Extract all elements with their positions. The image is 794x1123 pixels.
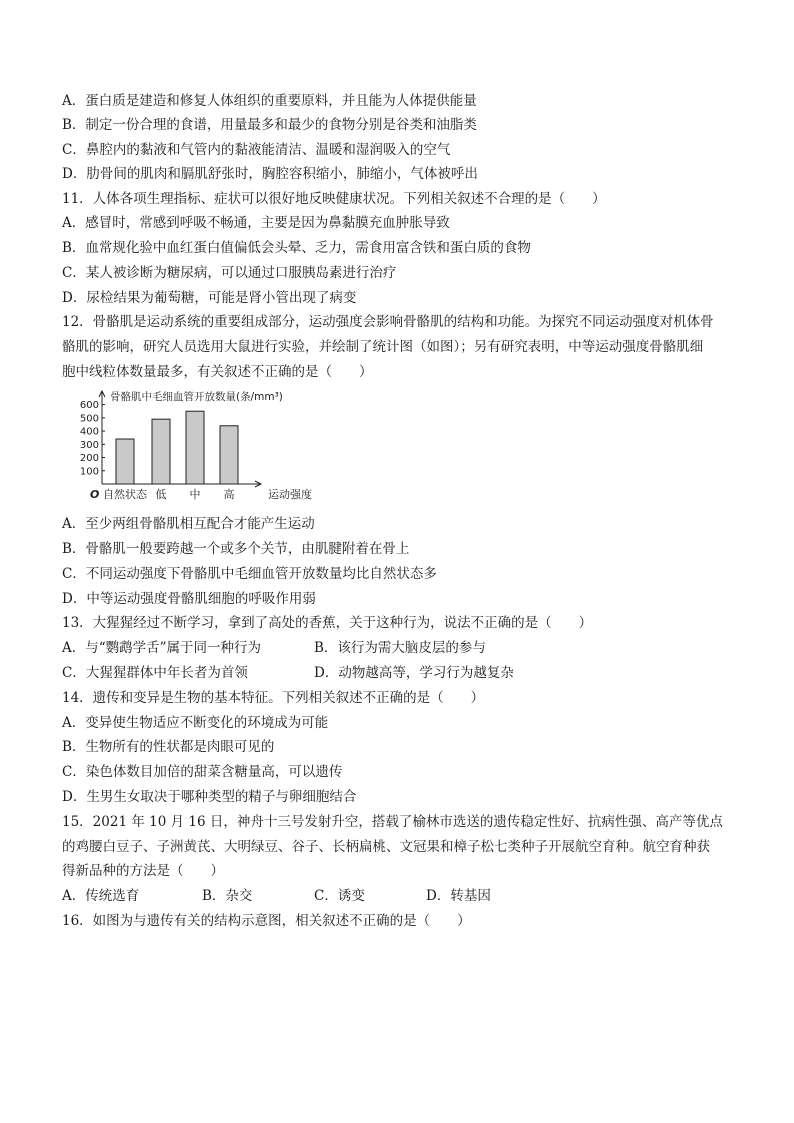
q12-option-a: A．至少两组骨骼肌相互配合才能产生运动: [62, 516, 315, 532]
y-tick-label: 500: [79, 413, 99, 425]
bar-3: [220, 426, 238, 484]
q14-option-a: A．变异使生物适应不断变化的环境成为可能: [62, 715, 329, 731]
q11-option-a: A．感冒时，常感到呼吸不畅通，主要是因为鼻黏膜充血肿胀导致: [62, 215, 450, 231]
origin-label: O: [90, 488, 100, 501]
q15-stem-line-3: 得新品种的方法是（ ）: [62, 863, 224, 879]
q15-option-c: C．诱变: [314, 888, 365, 904]
y-tick-label: 300: [79, 439, 99, 451]
q15-option-a: A．传统选育: [62, 888, 140, 904]
q13-option-b: B．该行为需大脑皮层的参与: [314, 640, 486, 656]
q13-option-d: D．动物越高等，学习行为越复杂: [314, 665, 514, 681]
q10-option-b: B．制定一份合理的食谱，用量最多和最少的食物分别是谷类和油脂类: [62, 117, 477, 133]
q12-stem-line-1: 12．骨骼肌是运动系统的重要组成部分，运动强度会影响骨骼肌的结构和功能。为探究不同运动强度对机体骨: [62, 314, 714, 330]
q14-option-d: D．生男生女取决于哪种类型的精子与卵细胞结合: [62, 789, 357, 805]
q10-option-d: D．肋骨间的肌肉和膈肌舒张时，胸腔容积缩小，肺缩小，气体被呼出: [62, 166, 478, 182]
q12-stem-line-3: 胞中线粒体数量最多，有关叙述不正确的是（ ）: [62, 364, 373, 380]
q12-option-d: D．中等运动强度骨骼肌细胞的呼吸作用弱: [62, 591, 316, 607]
bar-0: [116, 439, 134, 484]
q11-option-d: D．尿检结果为葡萄糖，可能是肾小管出现了病变: [62, 290, 357, 306]
q13-stem: 13．大猩猩经过不断学习，拿到了高处的香蕉，关于这种行为，说法不正确的是（ ）: [62, 615, 593, 631]
q14-stem: 14．遗传和变异是生物的基本特征。下列相关叙述不正确的是（ ）: [62, 690, 485, 706]
q16-stem: 16．如图为与遗传有关的结构示意图，相关叙述不正确的是（ ）: [62, 913, 471, 929]
bar-2: [186, 411, 204, 484]
q10-option-a: A．蛋白质是建造和修复人体组织的重要原料，并且能为人体提供能量: [62, 93, 477, 109]
q15-stem-line-2: 的鸡腰白豆子、子洲黄芪、大明绿豆、谷子、长柄扁桃、文冠果和樟子松七类种子开展航空育种。航空育种获: [62, 839, 710, 855]
x-tick-label: 自然状态: [103, 488, 147, 501]
y-tick-label: 600: [79, 400, 99, 412]
q15-stem-line-1: 15．2021 年 10 月 16 日，神舟十三号发射升空，搭载了榆林市选送的遗传稳定性好、抗病性强、高产等优点: [62, 814, 723, 830]
x-axis-label: 运动强度: [268, 488, 312, 501]
bar-1: [152, 419, 170, 484]
q12-option-c: C．不同运动强度下骨骼肌中毛细血管开放数量均比自然状态多: [62, 566, 437, 582]
q14-option-b: B．生物所有的性状都是肉眼可见的: [62, 739, 275, 755]
x-tick-label: 高: [223, 488, 235, 501]
chart-bars: [116, 411, 238, 484]
q12-option-b: B．骨骼肌一般要跨越一个或多个关节，由肌腱附着在骨上: [62, 541, 410, 557]
capillary-bar-chart: [70, 388, 320, 508]
q10-option-c: C．鼻腔内的黏液和气管内的黏液能清洁、温暖和湿润吸入的空气: [62, 142, 451, 158]
y-tick-label: 200: [79, 453, 99, 465]
q15-option-b: B．杂交: [202, 888, 253, 904]
q11-stem: 11．人体各项生理指标、症状可以很好地反映健康状况。下列相关叙述不合理的是（ ）: [62, 191, 606, 207]
q14-option-c: C．染色体数目加倍的甜菜含糖量高，可以遗传: [62, 764, 343, 780]
y-tick-label: 400: [79, 426, 99, 438]
q11-option-b: B．血常规化验中血红蛋白值偏低会头晕、乏力，需食用富含铁和蛋白质的食物: [62, 240, 531, 256]
x-tick-label: 低: [155, 488, 167, 501]
x-tick-label: 中: [189, 488, 201, 501]
q13-option-c: C．大猩猩群体中年长者为首领: [62, 665, 248, 681]
q11-option-c: C．某人被诊断为糖尿病，可以通过口服胰岛素进行治疗: [62, 265, 397, 281]
chart-title: 骨骼肌中毛细血管开放数量(条/mm³): [110, 391, 283, 403]
q13-option-a: A．与“鹦鹉学舌”属于同一种行为: [62, 640, 262, 656]
y-tick-label: 100: [79, 466, 99, 478]
q12-stem-line-2: 骼肌的影响，研究人员选用大鼠进行实验，并绘制了统计图（如图）；另有研究表明，中等运动强度骨骼肌细: [62, 339, 704, 355]
q15-option-d: D．转基因: [426, 888, 491, 904]
